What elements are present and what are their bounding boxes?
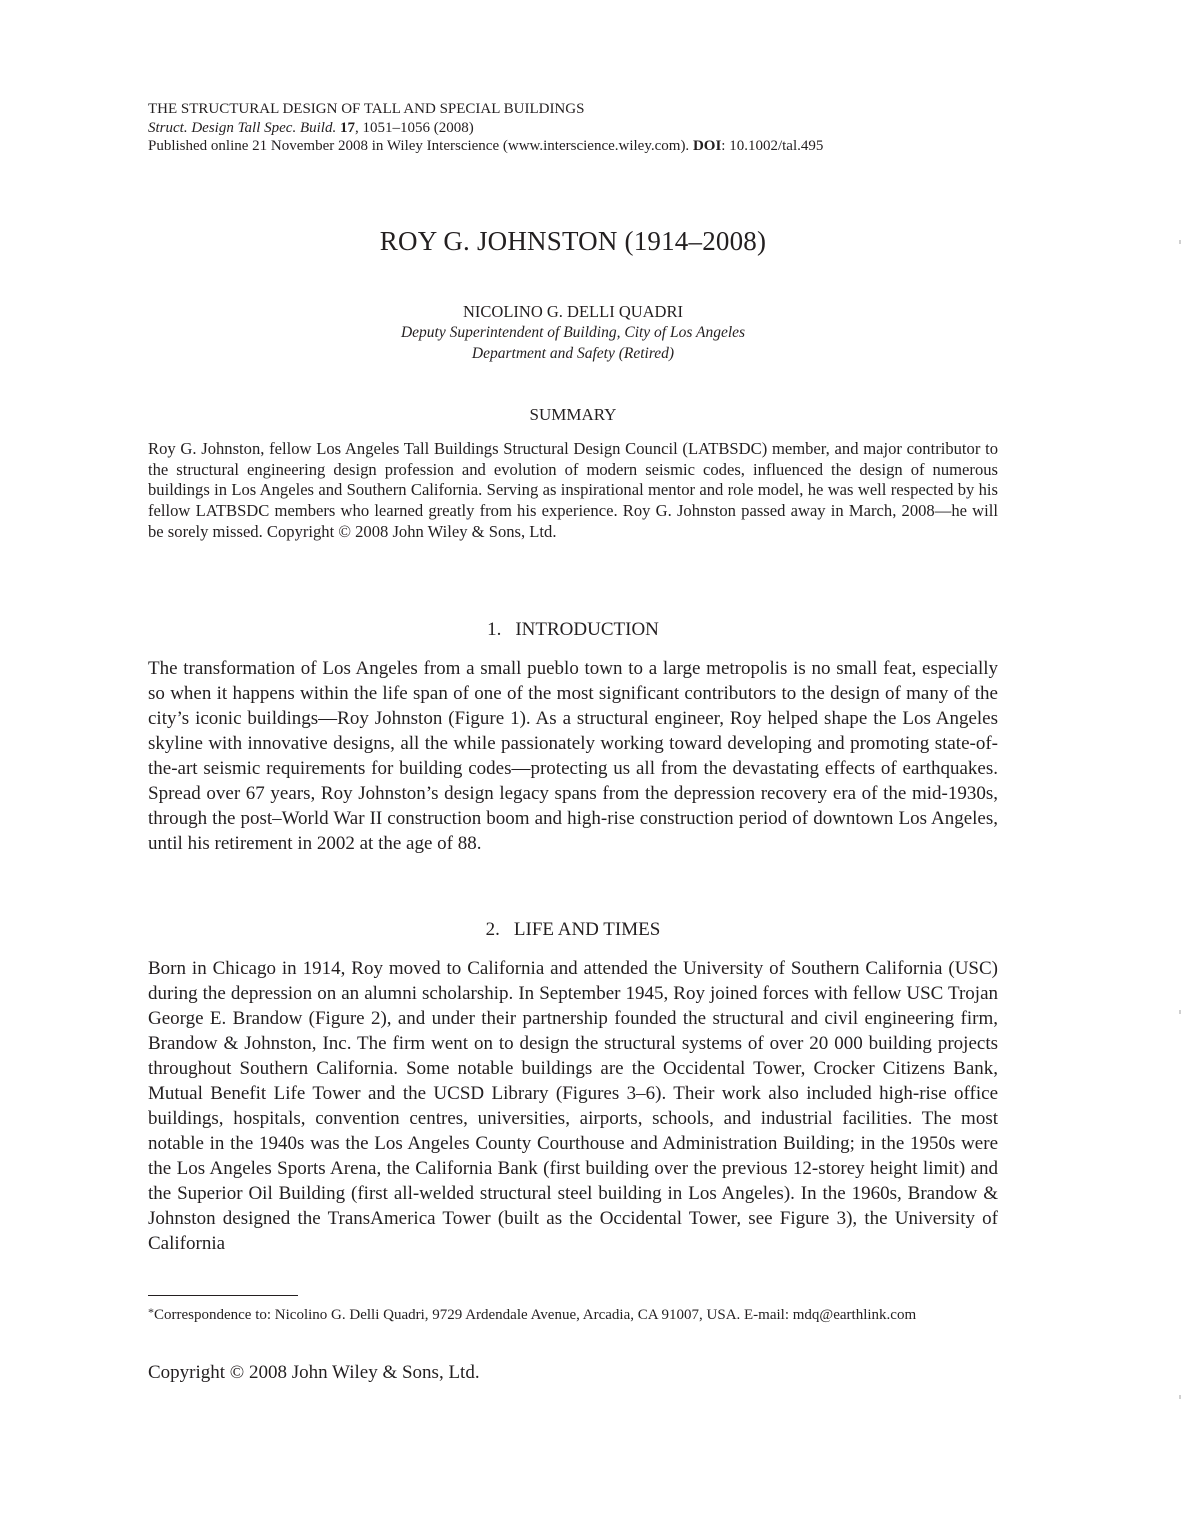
introduction-paragraph: The transformation of Los Angeles from a small pueblo town to a large metropolis is no small feat, especially so when it happens within the life span of one of the most significant contributors to the design of many of the city’s iconic buildings—Roy Johnston (Figure 1). As a structural engineer, Roy helped shape the Los Angeles skyline with innovative designs, all the while passionately working toward developing and promoting state-of-the-art seismic requirements for building codes—protecting us all from the devastating effects of earthquakes. Spread over 67 years, Roy Johnston’s design legacy spans from the depression recovery era of the mid-1930s, through the post–World War II construction boom and high-rise construction period of downtown Los Angeles, until his retirement in 2002 at the age of 88.: [148, 658, 998, 854]
edge-mark: [1179, 240, 1181, 244]
section-heading-life-and-times: [148, 919, 998, 941]
correspondence-footnote: [148, 1303, 998, 1325]
section-title: LIFE AND TIMES: [513, 919, 661, 940]
author-affiliation-line2: Department and Safety (Retired): [471, 345, 675, 362]
footnote-text: Correspondence to: Nicolino G. Delli Quadri, 9729 Ardendale Avenue, Arcadia, CA 91007, USA. E-mail: mdq@earthlink.com: [154, 1307, 917, 1323]
journal-name: THE STRUCTURAL DESIGN OF TALL AND SPECIAL BUILDINGS: [148, 101, 585, 117]
section-number: 2.: [485, 919, 500, 940]
copyright-footer: Copyright © 2008 John Wiley & Sons, Ltd.: [148, 1362, 480, 1383]
author-block: [148, 301, 998, 364]
article-title: ROY G. JOHNSTON (1914–2008): [379, 226, 767, 256]
section-title: INTRODUCTION: [515, 619, 659, 640]
citation-journal: Struct. Design Tall Spec. Build.: [148, 119, 337, 136]
author-affiliation-line1: Deputy Superintendent of Building, City of Los Angeles: [400, 324, 746, 341]
published-online: Published online 21 November 2008 in Wiley Interscience (www.interscience.wiley.com).: [148, 138, 693, 154]
doi-label: DOI: [692, 138, 722, 154]
section-heading-introduction: [148, 619, 998, 641]
citation-line: [148, 119, 998, 138]
summary-text: Roy G. Johnston, fellow Los Angeles Tall Buildings Structural Design Council (LATBSDC) member, and major contributor to the structural engineering design profession and evolution of modern seismic codes, influenced the design of numerous buildings in Los Angeles and Southern California. Serving as inspirational mentor and role model, he was well respected by his fellow LATBSDC members who learned greatly from his experience. Roy G. Johnston passed away in March, 2008—he will be sorely missed. Copyright © 2008 John Wiley & Sons, Ltd.: [148, 439, 998, 541]
citation-volume: 17: [339, 119, 355, 136]
summary-heading: SUMMARY: [529, 405, 617, 424]
footnote-divider: [148, 1295, 298, 1296]
author-name: NICOLINO G. DELLI QUADRI: [463, 302, 683, 321]
citation-pages: , 1051–1056 (2008): [354, 119, 474, 136]
edge-mark: [1179, 1395, 1181, 1399]
journal-header: [148, 100, 998, 156]
footnote-marker: *: [148, 1305, 154, 1319]
section-number: 1.: [487, 619, 502, 640]
edge-mark: [1179, 1010, 1181, 1014]
publication-line: [148, 137, 998, 156]
doi-value: : 10.1002/tal.495: [721, 138, 824, 154]
life-and-times-paragraph: Born in Chicago in 1914, Roy moved to California and attended the University of Southern California (USC) during the depression on an alumni scholarship. In September 1945, Roy joined forces with fellow USC Trojan George E. Brandow (Figure 2), and under their partnership founded the structural and civil engineering firm, Brandow & Johnston, Inc. The firm went on to design the structural systems of over 20 000 building projects throughout Southern California. Some notable buildings are the Occidental Tower, Crocker Citizens Bank, Mutual Benefit Life Tower and the UCSD Library (Figures 3–6). Their work also included high-rise office buildings, hospitals, convention centres, universities, airports, schools, and industrial facilities. The most notable in the 1940s was the Los Angeles County Courthouse and Administration Building; in the 1950s were the Los Angeles Sports Arena, the California Bank (first building over the previous 12-storey height limit) and the Superior Oil Building (first all-welded structural steel building in Los Angeles). In the 1960s, Brandow & Johnston designed the TransAmerica Tower (built as the Occidental Tower, see Figure 3), the University of California: [148, 958, 998, 1254]
